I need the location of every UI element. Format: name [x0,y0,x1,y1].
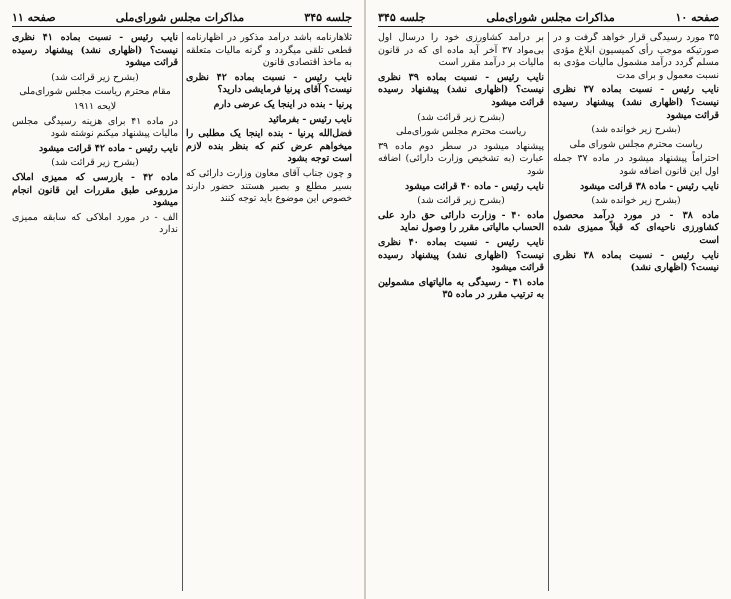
page-number: صفحه ۱۰ [675,10,719,24]
paragraph: ماده ۳۸ - در مورد درآمد محصول کشاورزی ناحیه‌ای که قبلاً ممیزی شده است [553,209,719,246]
paragraph: ماده ۴۲ - بازرسی که ممیزی املاک مزروعی طبق مقررات این قانون انجام میشود [12,171,178,209]
header-title: مذاکرات مجلس شورای‌ملی [486,10,615,24]
paragraph: (بشرح زیر قرائت شد) [51,71,139,83]
paragraph: لایحه ۱۹۱۱ [73,100,117,112]
paragraph: (بشرح زیر قرائت شد) [417,111,505,123]
paragraph: نایب رئیس - نسبت بماده ۳۹ نظری نیست؟ (اظهاری نشد) پیشنهاد رسیده قرائت میشود [378,71,544,108]
right-page [366,0,731,599]
paragraph: فضل‌الله پرنیا - بنده اینجا یک مطلبی را میخواهم عرض کنم که بنظر بنده لازم است توجه بشود [186,128,352,165]
page-header [378,8,719,27]
paragraph: پیشنهاد میشود در سطر دوم ماده ۳۹ عبارت (به تشخیص وزارت دارائی) اضافه شود [378,140,544,177]
paragraph: ماده ۴۰ - وزارت دارائی حق دارد علی الحساب مالیاتی مقرر را وصول نماید [378,209,544,234]
paragraph: نایب رئیس - نسبت بماده ۳۸ نظری نیست؟ (اظهاری نشد) [553,249,719,274]
text-column-right [553,32,719,593]
paragraph: پرنیا - بنده در اینجا یک عرضی دارم [213,98,352,110]
text-column-left [378,32,544,593]
paragraph: بر درآمد کشاورزی خود را درسال اول بی‌مواد ۳۷ آخر آید ماده ای که در قانون مالیات بر درآمد مقرر است [378,32,544,69]
paragraph: (بشرح زیر قرائت شد) [51,157,139,169]
session-number: جلسه ۳۴۵ [304,10,352,24]
left-page [0,0,364,599]
session-number: جلسه ۳۴۵ [378,10,426,24]
paragraph: نایب رئیس - ماده ۳۸ قرائت میشود [579,180,719,192]
paragraph: نایب رئیس - نسبت بماده ۴۱ نظری نیست؟ (اظهاری نشد) پیشنهاد رسیده قرائت میشود [12,32,178,69]
paragraph: احتراماً پیشنهاد میشود در ماده ۳۷ جمله اول این قانون اضافه شود [553,153,719,177]
paragraph: در ماده ۴۱ برای هزینه رسیدگی مجلس مالیات پیشنهاد میکنم نوشته شود [12,115,178,140]
paragraph: ریاست محترم مجلس شورای ملی [569,138,703,150]
text-column-left [12,32,178,593]
column-divider [182,32,183,591]
paragraph: ثلاهارنامه باشد درآمد مذکور در اظهارنامه قطعی تلقی میگردد و گرنه مالیات متعلقه به ماخذ اقتصادی قانون [186,32,352,69]
column-divider [548,32,549,591]
paragraph: نایب رئیس - بفرمائید [268,113,352,125]
paragraph: ۳۵ مورد رسیدگی قرار خواهد گرفت و در صورتیکه موجب رأی کمیسیون ابلاغ مؤدی مسلم گردد درآمد مشمول مالیات مؤدی به نسبت معمول و برای مدت [553,32,719,81]
paragraph: نایب رئیس - نسبت بماده ۴۲ نظری نیست؟ آقای پرنیا فرمایشی دارید؟ [186,71,352,96]
page-header [12,8,352,27]
paragraph: ماده ۴۱ - رسیدگی به مالیاتهای مشمولین به ترتیب مقرر در ماده ۳۵ [378,276,544,301]
paragraph: نایب رئیس - نسبت بماده ۴۰ نظری نیست؟ (اظهاری نشد) پیشنهاد رسیده قرائت میشود [378,236,544,274]
paragraph: و چون جناب آقای معاون وزارت دارائی که بسیر مطلع و بصیر هستند حضور دارند خصوص این موضوع باید توجه کنند [186,167,352,205]
paragraph: ریاست محترم مجلس شورای‌ملی [395,126,527,138]
header-title: مذاکرات مجلس شورای‌ملی [115,10,245,24]
paragraph: نایب رئیس - ماده ۴۲ قرائت میشود [38,142,178,154]
paragraph: (بشرح زیر خوانده شد) [591,195,681,207]
paragraph: مقام محترم ریاست مجلس شورای‌ملی [19,86,171,98]
paragraph: الف - در مورد املاکی که سابقه ممیزی ندارد [12,211,178,236]
paragraph: نایب رئیس - ماده ۴۰ قرائت میشود [404,180,544,192]
paragraph: نایب رئیس - نسبت بماده ۳۷ نظری نیست؟ (اظهاری نشد) پیشنهاد رسیده قرائت میشود [553,84,719,121]
text-column-right [186,32,352,593]
paragraph: (بشرح زیر خوانده شد) [591,124,681,136]
page-number: صفحه ۱۱ [12,10,56,24]
paragraph: (بشرح زیر قرائت شد) [417,195,505,207]
